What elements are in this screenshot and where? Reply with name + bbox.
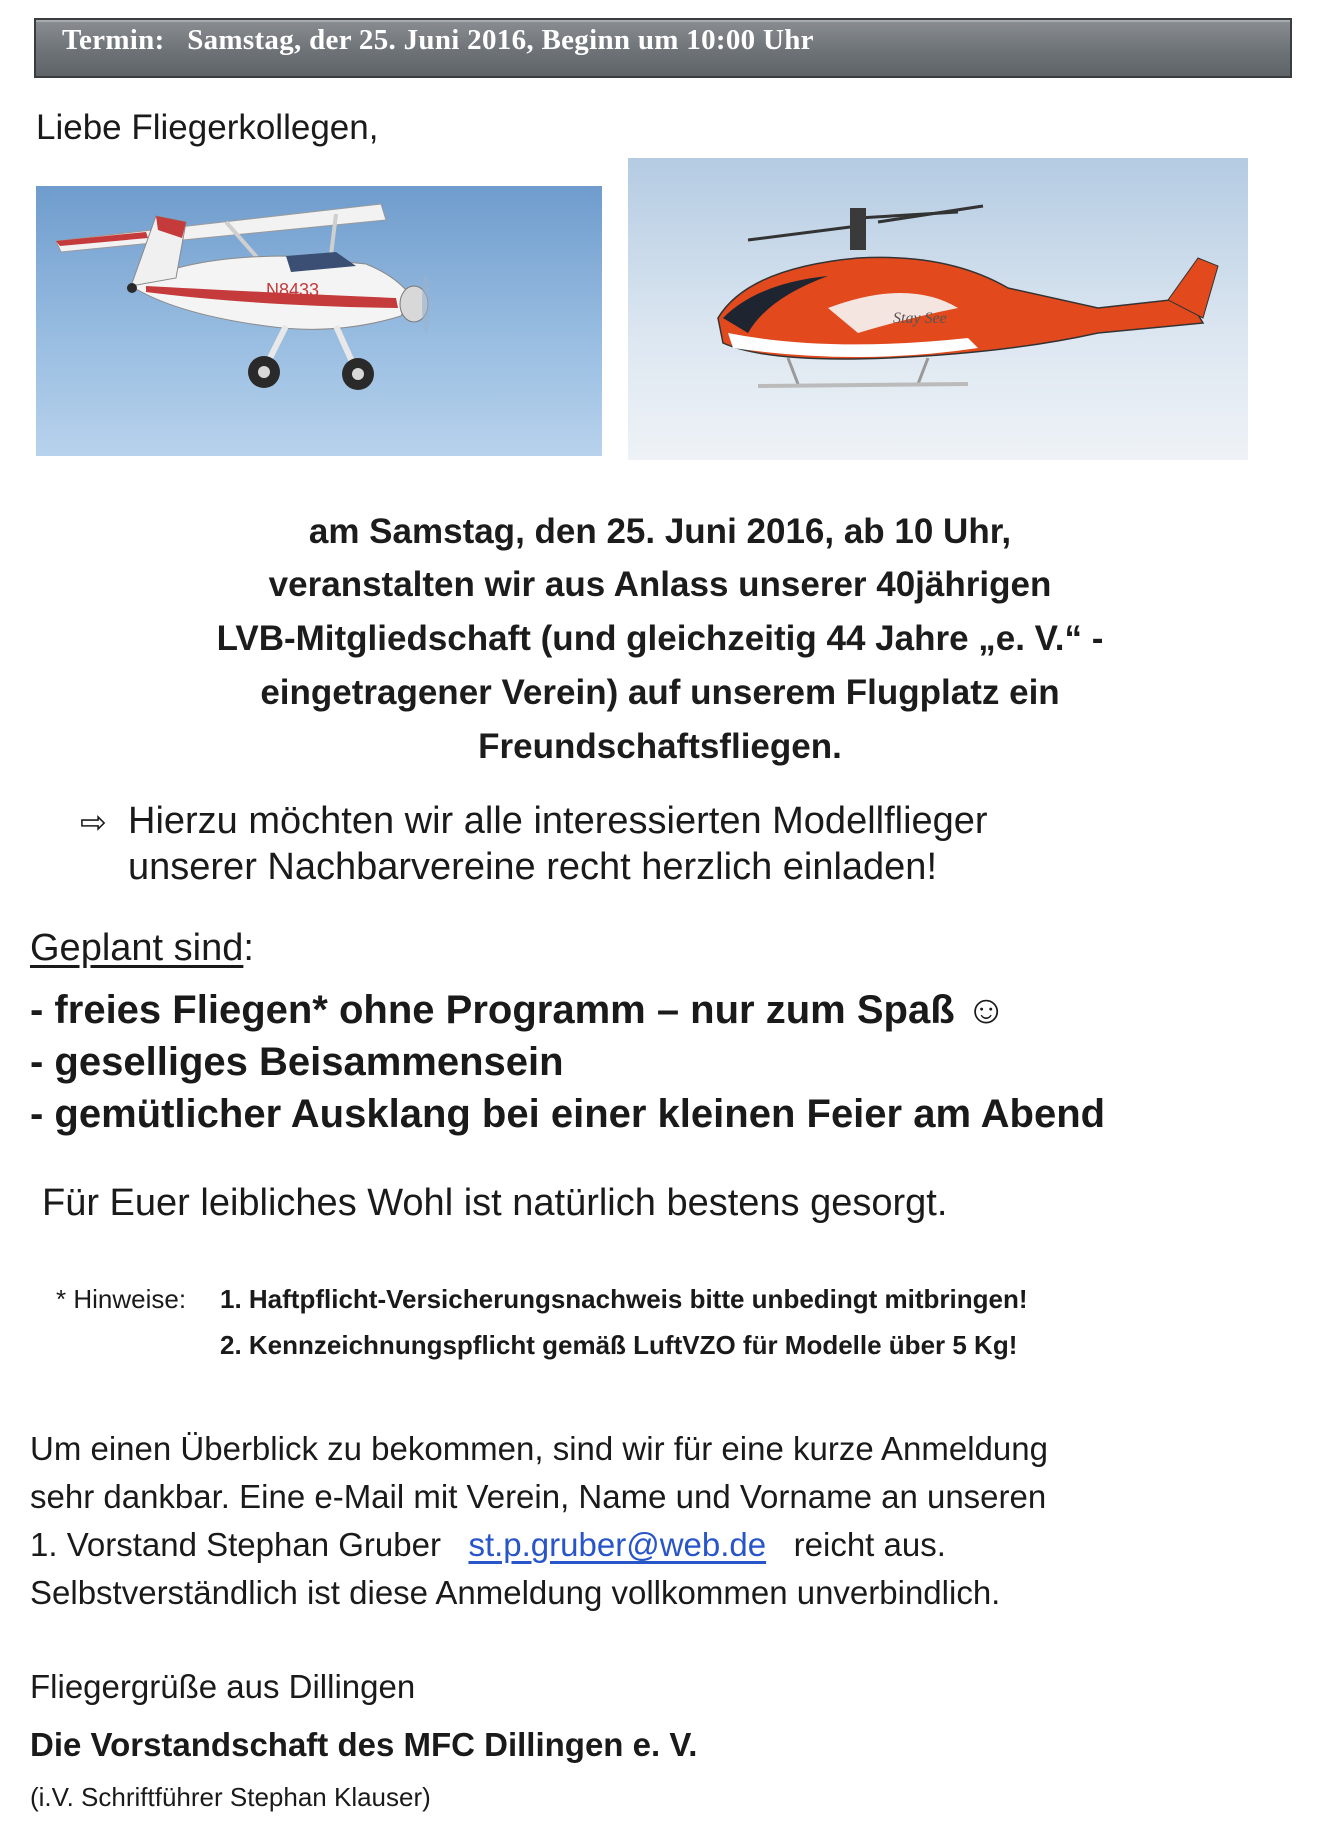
registration-line-3 <box>30 1526 946 1564</box>
helicopter-illustration <box>628 158 1248 460</box>
note-1: 1. Haftpflicht-Versicherungsnachweis bitte unbedingt mitbringen! <box>220 1284 1028 1314</box>
termin-text <box>62 24 814 57</box>
invite-text-1: Hierzu möchten wir alle interessierten Modellflieger <box>128 800 988 842</box>
catering-note: Für Euer leibliches Wohl ist natürlich bestens gesorgt. <box>42 1182 948 1224</box>
registration-line-3-pre: 1. Vorstand Stephan Gruber <box>30 1526 441 1563</box>
notes-label: * Hinweise: <box>56 1284 187 1314</box>
announcement-line-4: eingetragener Verein) auf unserem Flugplatz ein <box>260 673 1060 712</box>
announcement-line-5: Freundschaftsfliegen. <box>478 727 842 766</box>
greeting: Liebe Fliegerkollegen, <box>36 108 379 147</box>
registration-line-2: sehr dankbar. Eine e-Mail mit Verein, Name und Vorname an unseren <box>30 1478 1047 1515</box>
arrow-right-icon: ⇨ <box>80 804 107 840</box>
registration-line-4: Selbstverständlich ist diese Anmeldung vollkommen unverbindlich. <box>30 1574 1001 1611</box>
helicopter-photo <box>628 158 1248 460</box>
airplane-photo <box>36 186 602 456</box>
termin-value: Samstag, der 25. Juni 2016, Beginn um 10:00 Uhr <box>187 24 814 56</box>
signature: Die Vorstandschaft des MFC Dillingen e. V. <box>30 1726 698 1763</box>
planned-label: Geplant sind <box>30 927 244 969</box>
registration-line-3-post: reicht aus. <box>793 1526 946 1563</box>
planned-item-2: - geselliges Beisammensein <box>30 1040 564 1084</box>
planned-item-3: - gemütlicher Ausklang bei einer kleinen Feier am Abend <box>30 1092 1106 1136</box>
registration-line-1: Um einen Überblick zu bekommen, sind wir für eine kurze Anmeldung <box>30 1430 1048 1467</box>
note-2: 2. Kennzeichnungspflicht gemäß LuftVZO für Modelle über 5 Kg! <box>220 1330 1018 1360</box>
invite-line-1 <box>80 796 988 847</box>
signature-sub: (i.V. Schriftführer Stephan Klauser) <box>30 1782 431 1812</box>
email-link[interactable]: st.p.gruber@web.de <box>468 1526 767 1563</box>
planned-heading <box>30 927 254 970</box>
heli-logo: Stay See <box>893 310 947 327</box>
announcement-line-2: veranstalten wir aus Anlass unserer 40jährigen <box>268 565 1052 604</box>
announcement-line-1: am Samstag, den 25. Juni 2016, ab 10 Uhr, <box>308 512 1012 551</box>
planned-item-1: - freies Fliegen* ohne Programm – nur zum Spaß ☺ <box>30 988 1007 1032</box>
airplane-illustration <box>36 186 602 456</box>
closing-greeting: Fliegergrüße aus Dillingen <box>30 1668 416 1705</box>
planned-colon: : <box>243 927 254 969</box>
plane-registration: N8433 <box>266 280 320 300</box>
termin-label: Termin: <box>62 24 165 56</box>
invite-line-2: unserer Nachbarvereine recht herzlich einladen! <box>128 846 938 888</box>
announcement-line-3: LVB-Mitgliedschaft (und gleichzeitig 44 Jahre „e. V.“ - <box>216 619 1104 658</box>
